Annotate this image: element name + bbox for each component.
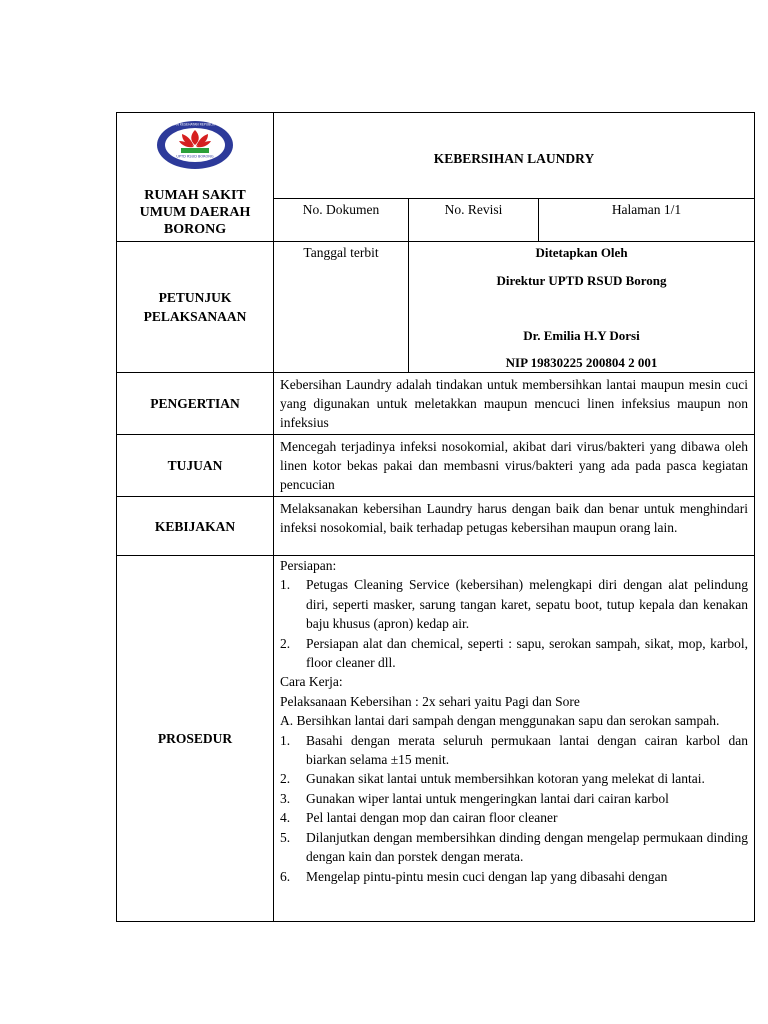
- no-revisi: No. Revisi: [409, 199, 539, 242]
- list-item: 5. Dilanjutkan dengan membersihkan dinding dengan mengelap permukaan dinding dengan kain dan porstek dengan merata.: [280, 829, 748, 865]
- svg-text:UPTD RSUD BORONG: UPTD RSUD BORONG: [176, 154, 214, 159]
- no-dokumen: No. Dokumen: [274, 199, 409, 242]
- direktur-title: Direktur UPTD RSUD Borong: [496, 273, 667, 288]
- approval-block: [409, 242, 755, 373]
- prosedur-content: [274, 556, 755, 922]
- list-item: 1. Petugas Cleaning Service (kebersihan) melengkapi diri dengan alat pelindung diri, seperti masker, sarung tangan karet, sepatu boot, tutup kepala dan kenakan baju khusus (apron) kedap air.: [280, 577, 748, 632]
- svg-text:KEMENTERIAN KESEHATAN REPUBLIK: KEMENTERIAN KESEHATAN REPUBLIK INDONESIA: [155, 122, 235, 127]
- persiapan-heading: Persiapan:: [280, 558, 337, 573]
- list-item: 1. Basahi dengan merata seluruh permukaan lantai dengan cairan karbol dan biarkan selama ±15 menit.: [280, 732, 748, 768]
- hospital-name: RUMAH SAKIT UMUM DAERAH BORONG: [139, 188, 251, 237]
- prosedur-label: PROSEDUR: [117, 556, 274, 922]
- direktur-nip: NIP 19830225 200804 2 001: [505, 355, 658, 370]
- pelaksanaan-text: Pelaksanaan Kebersihan : 2x sehari yaitu Pagi dan Sore: [280, 693, 580, 709]
- cara-kerja-heading: Cara Kerja:: [280, 674, 343, 690]
- list-item: 2. Gunakan sikat lantai untuk membersihkan kotoran yang melekat di lantai.: [280, 771, 705, 787]
- list-item: 3. Gunakan wiper lantai untuk mengeringkan lantai dari cairan karbol: [280, 790, 669, 806]
- petunjuk-label: PETUNJUK PELAKSANAAN: [117, 242, 274, 373]
- tujuan-label: TUJUAN: [117, 435, 274, 497]
- step-a: A. Bersihkan lantai dari sampah dengan menggunakan sapu dan serokan sampah.: [280, 713, 720, 729]
- tujuan-text: Mencegah terjadinya infeksi nosokomial, akibat dari virus/bakteri yang dibawa oleh linen kotor bekas pakai dan membasni virus/bakteri yang ada pada pasca kegiatan pencucian: [274, 435, 755, 497]
- halaman: Halaman 1/1: [539, 199, 755, 242]
- tanggal-terbit: Tanggal terbit: [274, 242, 409, 373]
- list-item: 6. Mengelap pintu-pintu mesin cuci dengan lap yang dibasahi dengan: [280, 868, 668, 884]
- hospital-cell: [117, 113, 274, 242]
- list-item: 4. Pel lantai dengan mop dan cairan floor cleaner: [280, 810, 558, 826]
- list-item: 2. Persiapan alat dan chemical, seperti : sapu, serokan sampah, sikat, mop, karbol, floor cleaner dll.: [280, 635, 748, 671]
- direktur-name: Dr. Emilia H.Y Dorsi: [523, 328, 640, 343]
- kebijakan-label: KEBIJAKAN: [117, 497, 274, 556]
- ditetapkan-oleh: Ditetapkan Oleh: [535, 245, 628, 260]
- hospital-logo-icon: [155, 119, 235, 171]
- pengertian-text: Kebersihan Laundry adalah tindakan untuk membersihkan lantai maupun mesin cuci yang digunakan untuk meletakkan maupun mencuci linen infeksius maupun non infeksius: [274, 373, 755, 435]
- document-title: KEBERSIHAN LAUNDRY: [274, 113, 755, 199]
- sop-table: [116, 112, 755, 922]
- pengertian-label: PENGERTIAN: [117, 373, 274, 435]
- kebijakan-text: Melaksanakan kebersihan Laundry harus dengan baik dan benar untuk menghindari infeksi nosokomial, baik terhadap petugas kebersihan maupun orang lain.: [274, 497, 755, 556]
